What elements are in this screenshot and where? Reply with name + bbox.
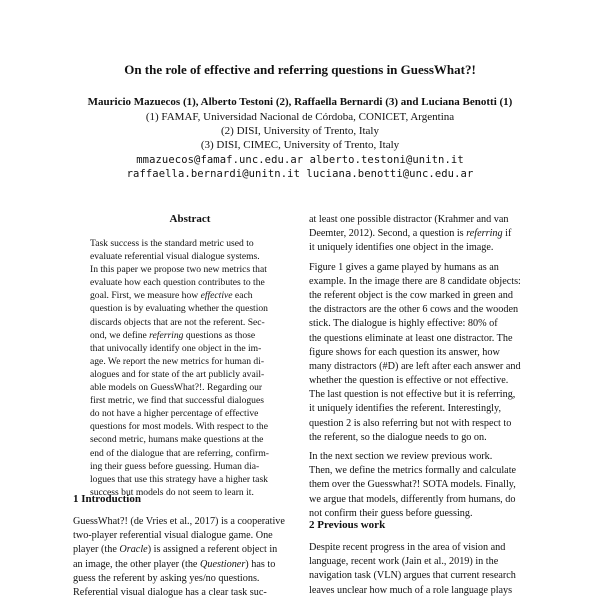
email-line-2: raffaella.bernardi@unitn.it luciana.benotti@unc.edu.ar [126,168,474,180]
text-line: it uniquely identifies the referent. Interestingly, [309,403,501,415]
email-line-1: mmazuecos@famaf.unc.edu.ar alberto.testoni@unitn.it [136,154,464,166]
abstract-line: age. We report the new metrics for human di- [90,355,265,367]
text-line: Deemter, 2012). Second, a question is referring if [309,228,512,240]
affiliation-2: (2) DISI, University of Trento, Italy [221,125,379,137]
abstract-line: evaluate referential visual dialogue systems. [90,251,260,263]
abstract-line: ond, we define referring questions as those [90,329,256,341]
text-line: at least one possible distractor (Krahmer and van [309,214,509,225]
abstract-line: logues that use this strategy have a higher task [90,473,268,485]
text-line: the questions eliminate at least one distractor. The [309,332,513,344]
text-line: example. In the image there are 8 candidate objects: [309,275,521,287]
text-line: Figure 1 gives a game played by humans as an [309,261,499,273]
text-line: many distractors (#D) are left after each answer and [309,360,521,372]
text-line: an image, the other player (the Questioner) has to [73,558,276,570]
abstract-line: Task success is the standard metric used to [90,238,254,249]
abstract-line: questions for most models. With respect to the [90,421,268,433]
text-line: player (the Oracle) is assigned a referent object in [73,544,278,556]
author-list: Mauricio Mazuecos (1), Alberto Testoni (2), Raffaella Bernardi (3) and Luciana Benotti (1) [87,96,513,108]
text-line: not confirm their guess before guessing. [309,507,473,519]
text-line: the referent, so the dialogue needs to go on. [309,431,487,443]
introduction-body [73,515,299,600]
text-line: navigation task (VLN) argues that current research [309,570,516,582]
text-line: the referent object is the cow marked in green and [309,289,513,301]
text-line: stick. The dialogue is highly effective: 80% of [309,318,498,330]
text-line: leaves unclear how much of a role language plays [309,584,513,596]
right-column-body [309,213,535,521]
abstract-line: do not have a higher percentage of effective [90,408,259,420]
affiliation-3: (3) DISI, CIMEC, University of Trento, Italy [200,139,400,151]
text-line: GuessWhat?! (de Vries et al., 2017) is a cooperative [73,516,285,527]
text-line: Referential visual dialogue has a clear task suc- [73,586,267,598]
text-line: them over the Guesswhat?! SOTA models. Finally, [309,479,516,491]
text-line: question 2 is also referring but not with respect to [309,417,512,429]
abstract-line: success but models do not seem to learn it. [90,486,254,498]
abstract-line: goal. First, we measure how effective each [90,290,253,302]
abstract-line: question is by evaluating whether the question [90,303,268,315]
abstract-line: able models on GuessWhat?!. Regarding our [90,382,263,394]
text-line: two-player referential visual dialogue game. One [73,530,273,542]
text-line: The last question is not effective but it is referring, [309,389,516,401]
abstract-line: In this paper we propose two new metrics that [90,264,267,276]
text-line: figure shows for each question its answer, how [309,346,500,358]
text-line: it uniquely identifies one object in the image. [309,242,494,254]
text-line: we argue that models, differently from humans, do [309,493,516,505]
text-line: whether the question is effective or not effective. [309,375,509,387]
abstract-line: discards objects that are not the referent. Sec- [90,316,265,328]
text-line: language, recent work (Jain et al., 2019) in the [309,556,499,568]
text-line: Despite recent progress in the area of vision and [309,542,506,553]
previous-work-body [309,541,535,598]
abstract-heading: Abstract [169,213,211,225]
abstract-line: alogues and for state of the art publicly avail- [90,368,265,380]
abstract-line: second metric, humans make questions at the [90,434,264,446]
introduction-heading: 1 Introduction [73,493,141,505]
previous-work-heading: 2 Previous work [309,519,386,531]
paper-title: On the role of effective and referring questions in GuessWhat?! [124,62,476,77]
abstract-body [90,237,290,499]
text-line: In the next section we review previous work. [309,451,493,462]
text-line: guess the referent by asking yes/no questions. [73,572,260,584]
abstract-line: end of the dialogue that are referring, confirm- [90,447,270,459]
abstract-line: that univocally identify one object in the im- [90,342,262,354]
text-line: the distractors are the other 6 cows and the wooden [309,304,519,316]
abstract-line: evaluate how each question contributes to the [90,277,265,289]
text-line: Then, we define the metrics formally and calculate [309,465,517,477]
abstract-line: ing their guess before guessing. Human dia- [90,460,260,472]
affiliation-1: (1) FAMAF, Universidad Nacional de Córdoba, CONICET, Argentina [145,111,455,123]
abstract-line: first metric, we find that successful dialogues [90,395,264,407]
